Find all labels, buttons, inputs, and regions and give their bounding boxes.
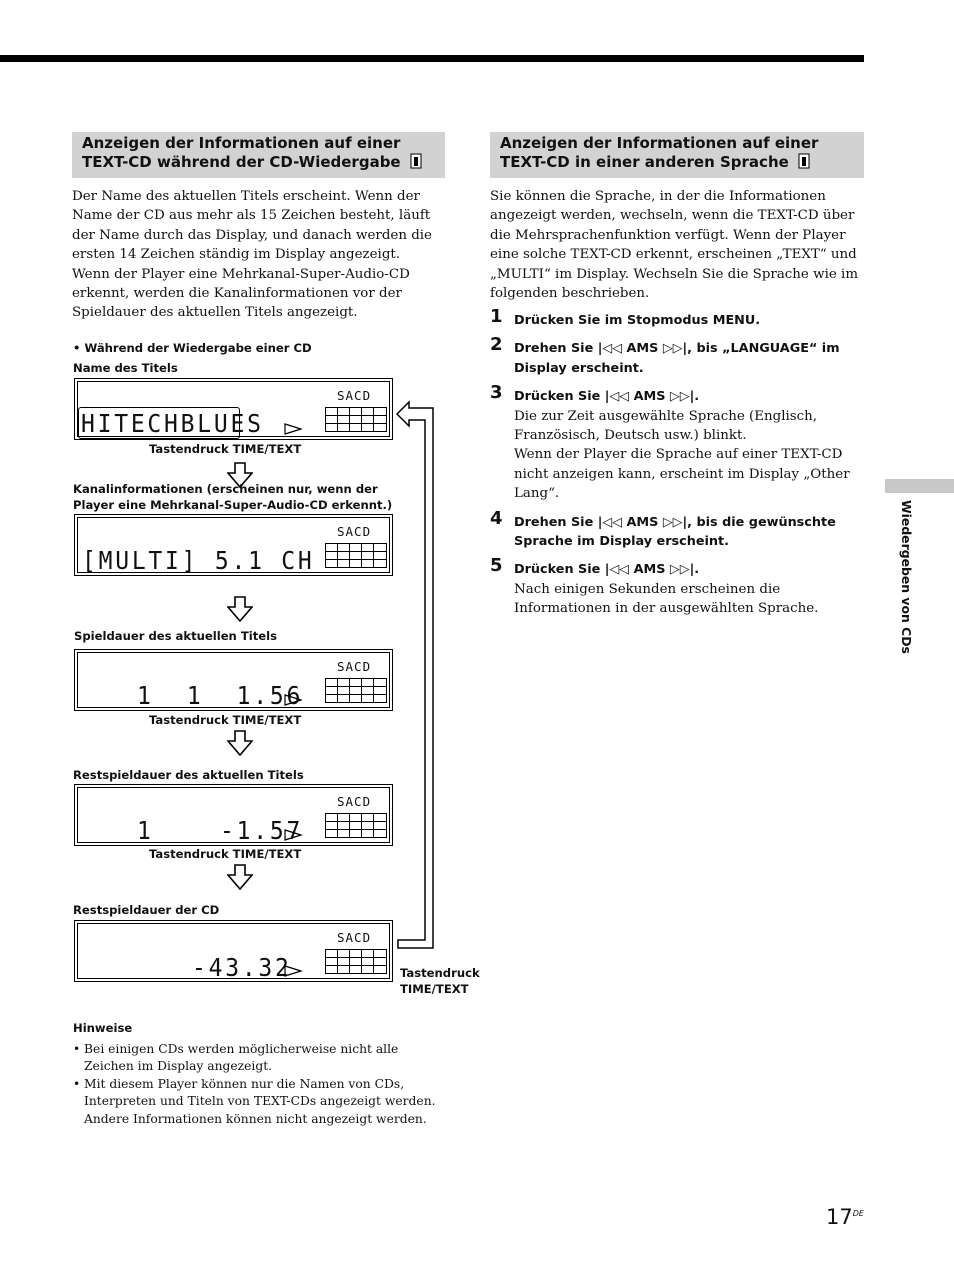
press-label-1: Tastendruck TIME/TEXT — [149, 442, 302, 456]
play-indicator-icon — [284, 965, 302, 977]
display-remaining-track — [74, 784, 393, 846]
step-number: 4 — [490, 507, 503, 529]
display4-text: 1 -1.57 — [137, 816, 304, 845]
display-remaining-cd — [74, 920, 393, 982]
display5-text: -43.32 — [192, 953, 292, 982]
down-arrow-icon — [227, 730, 253, 756]
label-channel-1: Kanalinformationen (erscheinen nur, wenn der — [73, 482, 378, 496]
sacd-indicator: SACD — [337, 388, 372, 403]
step-number: 1 — [490, 306, 503, 327]
step-title: Drücken Sie im Stopmodus MENU. — [514, 313, 761, 328]
step-4 — [490, 507, 862, 552]
step-title: Drücken Sie |◁◁ AMS ▷▷|. — [514, 389, 700, 405]
level-grid-icon — [325, 949, 387, 974]
left-section-heading — [72, 132, 445, 178]
sacd-indicator: SACD — [337, 659, 372, 674]
left-heading-line1: Anzeigen der Informationen auf einer — [82, 134, 401, 152]
left-para1: Der Name des aktuellen Titels erscheint. Wenn der Name der CD aus mehr als 15 Zeichen besteht, läuft der Name durch das Display, und danach werden die ersten 14 Zeichen ständig im Display angezeigt. — [72, 189, 432, 263]
side-tab-label: Wiedergeben von CDs — [899, 500, 914, 654]
label-remaining-track: Restspieldauer des aktuellen Titels — [73, 768, 304, 782]
right-heading-line2: TEXT-CD in einer anderen Sprache — [500, 153, 789, 171]
step-1 — [490, 306, 862, 330]
step-number: 3 — [490, 382, 503, 404]
page-number — [826, 1205, 864, 1229]
press-label-2: Tastendruck TIME/TEXT — [149, 713, 302, 727]
display-channel-info — [74, 514, 393, 576]
play-indicator-icon — [284, 694, 302, 706]
note-item: • Mit diesem Player können nur die Namen von CDs, Interpreten und Titeln von TEXT-CDs angezeigt werden. Andere Informationen können nicht angezeigt werden. — [73, 1076, 443, 1129]
label-channel-2: Player eine Mehrkanal-Super-Audio-CD erkennt.) — [73, 498, 393, 512]
level-grid-icon — [325, 678, 387, 703]
level-grid-icon — [325, 543, 387, 568]
step-title: Drehen Sie |◁◁ AMS ▷▷|, bis die gewünschte Sprache im Display erscheint. — [514, 514, 836, 550]
note-text: Mit diesem Player können nur die Namen von CDs, Interpreten und Titeln von TEXT-CDs angezeigt werden. Andere Informationen können nicht angezeigt werden. — [84, 1076, 436, 1126]
down-arrow-icon — [227, 864, 253, 890]
step-2 — [490, 334, 862, 378]
sacd-indicator: SACD — [337, 930, 372, 945]
right-intro: Sie können die Sprache, in der die Informationen angezeigt werden, wechseln, wenn die TEXT-CD über die Mehrsprachenfunktion verfügt. Wenn der Player eine solche TEXT-CD erkennt, erscheinen „TEXT“ und „MULTI“ im Display. Wechseln Sie die Sprache wie im folgenden beschrieben. — [490, 189, 859, 302]
step-title: Drehen Sie |◁◁ AMS ▷▷|, bis „LANGUAGE“ im Display erscheint. — [514, 341, 840, 376]
note-item: • Bei einigen CDs werden möglicherweise nicht alle Zeichen im Display angezeigt. — [73, 1041, 443, 1076]
level-grid-icon — [325, 407, 387, 432]
step-desc: Nach einigen Sekunden erscheinen die Informationen in der ausgewählten Sprache. — [514, 581, 819, 617]
sacd-indicator: SACD — [337, 524, 372, 539]
step-number: 5 — [490, 555, 503, 577]
loop-label-2: TIME/TEXT — [400, 982, 469, 996]
press-label-3: Tastendruck TIME/TEXT — [149, 847, 302, 861]
play-indicator-icon — [284, 423, 302, 435]
step-title: Drücken Sie |◁◁ AMS ▷▷|. — [514, 562, 700, 578]
left-intro — [72, 187, 447, 323]
label-elapsed: Spieldauer des aktuellen Titels — [74, 629, 278, 643]
step-number: 2 — [490, 334, 503, 356]
display3-text: 1 1 1.56 — [137, 681, 304, 710]
step-desc: Die zur Zeit ausgewählte Sprache (Englisch, Französisch, Deutsch usw.) blinkt. Wenn der Player die Sprache auf einer TEXT-CD nicht anzeigen kann, erscheint im Display „Other Lang“. — [514, 408, 850, 502]
left-heading-line2: TEXT-CD während der CD-Wiedergabe — [82, 153, 401, 171]
left-para2: Wenn der Player eine Mehrkanal-Super-Audio-CD erkennt, werden die Kanalinformationen vor der Spieldauer des aktuellen Titels angezeigt. — [72, 266, 410, 321]
loop-back-arrow — [395, 400, 443, 960]
note-text: Bei einigen CDs werden möglicherweise nicht alle Zeichen im Display angezeigt. — [84, 1041, 399, 1073]
top-rule — [0, 55, 864, 62]
play-indicator-icon — [284, 829, 302, 841]
text-highlight-frame — [78, 407, 240, 439]
down-arrow-icon — [227, 596, 253, 622]
sacd-indicator: SACD — [337, 794, 372, 809]
right-heading-line1: Anzeigen der Informationen auf einer — [500, 134, 819, 152]
diagram-bullet: • Während der Wiedergabe einer CD — [73, 341, 312, 355]
label-remaining-cd: Restspieldauer der CD — [73, 903, 220, 917]
loop-label-1: Tastendruck — [400, 966, 480, 980]
step-3 — [490, 382, 862, 503]
right-section-heading — [490, 132, 864, 178]
level-grid-icon — [325, 813, 387, 838]
display1-text: HITECHBLUES — [81, 409, 264, 438]
remote-icon — [798, 153, 810, 169]
label-track-name: Name des Titels — [73, 361, 178, 375]
notes-title: Hinweise — [73, 1021, 133, 1035]
step-5 — [490, 555, 862, 618]
side-tab-bar — [885, 479, 954, 493]
page-number-suffix: DE — [852, 1209, 864, 1218]
display2-text: [MULTI] 5.1 CH — [82, 546, 315, 575]
step-list — [490, 306, 862, 628]
remote-icon — [410, 153, 422, 169]
display-track-name — [74, 378, 393, 440]
display-elapsed-time — [74, 649, 393, 711]
page-number-value: 17 — [826, 1205, 853, 1229]
notes-section — [73, 1020, 443, 1128]
